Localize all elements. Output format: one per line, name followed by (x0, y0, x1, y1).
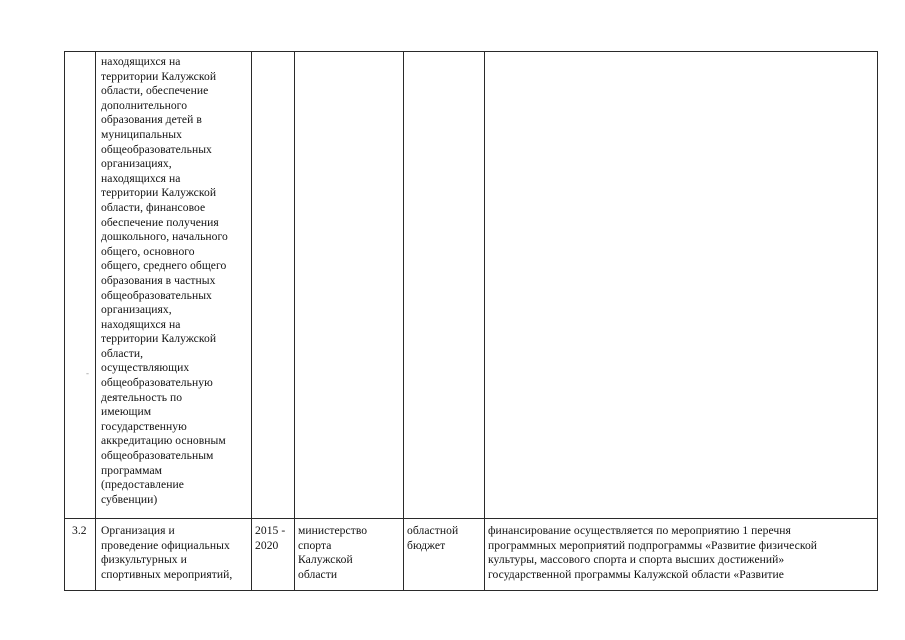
column-divider-executor (403, 51, 404, 591)
column-divider-source (484, 51, 485, 591)
row-funding-source: областной бюджет (407, 524, 459, 552)
table-top-border (64, 51, 878, 52)
row-description: Организация и проведение официальных физкультурных и спортивных мероприятий, (101, 524, 233, 581)
row-period: 2015 - 2020 (255, 524, 286, 552)
column-divider-period (294, 51, 295, 591)
row-number: 3.2 (72, 524, 87, 537)
row-separator (64, 518, 878, 519)
table-left-border (64, 51, 65, 591)
column-divider-number (95, 51, 96, 591)
row-note: финансирование осуществляется по мероприятию 1 перечня программных мероприятий подпрограммы «Развитие физической культуры, массового спорта и спорта высших достижений» государственной программы Калужской области «Развитие (488, 524, 818, 581)
column-divider-description (251, 51, 252, 591)
continuation-description: находящихся на территории Калужской области, обеспечение дополнительного образования детей в муниципальных общеобразовательных организациях, находящихся на территории Калужской области, финансовое обеспечение получения дошкольного, начального общего, основного общего, среднего общего образования в частных общеобразовательных организациях, находящихся на территории Калужской области, осуществляющих общеобразовательную деятельность по имеющим государственную аккредитацию основным общеобразовательным программам (предоставление субвенции) (101, 55, 228, 506)
table-bottom-border (64, 590, 878, 591)
table-right-border (877, 51, 878, 591)
margin-mark: - (86, 368, 89, 378)
row-executor: министерство спорта Калужской области (298, 524, 368, 581)
